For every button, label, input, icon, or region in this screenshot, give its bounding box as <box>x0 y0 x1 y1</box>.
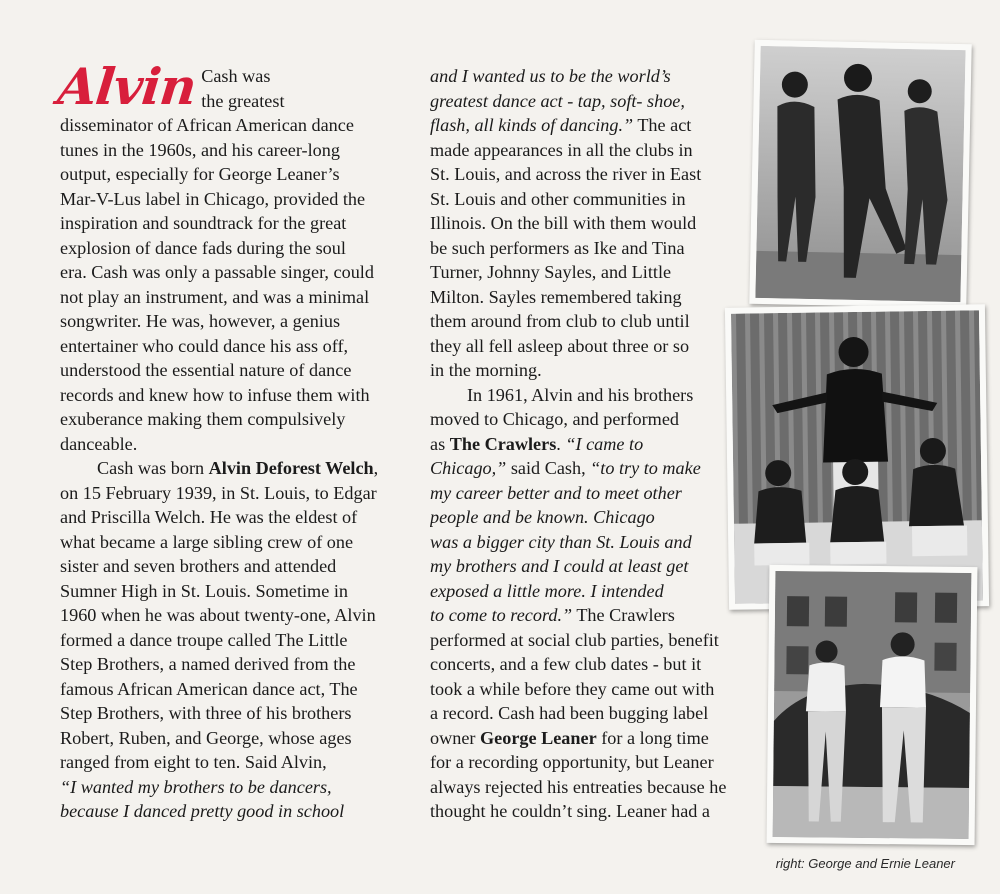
text-run: made appearances in all the clubs in <box>430 139 693 160</box>
text-line <box>60 652 400 677</box>
text-run: ranged from eight to ten. Said Alvin, <box>60 752 327 772</box>
text-run: records and knew how to infuse them with <box>60 384 370 405</box>
text-run: formed a dance troupe called The Little <box>60 629 348 650</box>
text-line <box>430 652 760 677</box>
text-line <box>430 456 760 481</box>
text-line <box>430 309 760 334</box>
text-line <box>60 236 400 261</box>
text-line <box>60 432 400 457</box>
text-line <box>60 113 400 138</box>
text-line <box>430 750 760 775</box>
text-run: and Priscilla Welch. He was the eldest of <box>60 507 358 527</box>
text-run: owner <box>430 727 480 748</box>
text-line <box>430 236 760 261</box>
text-run: understood the essential nature of dance <box>60 360 352 380</box>
text-line <box>430 211 760 236</box>
text-run: Turner, Johnny Sayles, and Little <box>430 262 672 282</box>
column-lines <box>430 64 760 824</box>
text-run: always rejected his entreaties because he <box>430 776 727 797</box>
dropcap-alvin: Alvin <box>55 57 199 116</box>
quote-text: was a bigger city than St. Louis and <box>430 531 692 552</box>
quote-text: exposed a little more. I intended <box>430 580 664 601</box>
text-line <box>60 138 400 163</box>
text-line <box>430 701 760 726</box>
text-line <box>430 579 760 604</box>
text-run: Step Brothers, a named derived from the <box>60 654 356 674</box>
photo-step-brothers <box>749 40 971 308</box>
text-line <box>430 505 760 530</box>
text-run: them around from club to club until <box>430 311 690 331</box>
quote-text: greatest dance act - tap, soft- shoe, <box>430 90 685 111</box>
text-run: Robert, Ruben, and George, whose ages <box>60 727 352 748</box>
text-run: Mar-V-Lus label in Chicago, provided the <box>60 188 366 209</box>
text-line <box>430 603 760 628</box>
quote-text: and I wanted us to be the world’s <box>430 66 671 86</box>
text-line <box>430 138 760 163</box>
text-run: performed at social club parties, benefit <box>430 629 719 650</box>
text-line <box>60 481 400 506</box>
text-line <box>60 579 400 604</box>
text-run: disseminator of African American dance <box>60 115 354 135</box>
text-line <box>430 677 760 702</box>
quote-text: because I danced pretty good in school <box>60 801 345 821</box>
text-line <box>430 383 760 408</box>
text-run: era. Cash was only a passable singer, could <box>60 262 374 282</box>
text-line <box>60 456 400 481</box>
text-line <box>60 309 400 334</box>
text-line <box>430 89 760 114</box>
quote-text: “I came to <box>565 433 644 454</box>
quote-text: “to try to make <box>590 458 701 478</box>
text-run: be such performers as Ike and Tina <box>430 237 685 258</box>
text-line <box>60 799 400 824</box>
text-run: thought he couldn’t sing. Leaner had a <box>430 801 710 821</box>
text-run: The Crawlers <box>572 605 675 625</box>
text-line <box>60 603 400 628</box>
text-run: explosion of dance fads during the soul <box>60 237 346 258</box>
bold-name: George Leaner <box>480 727 597 748</box>
quote-text: to come to record.” <box>430 605 573 625</box>
text-line <box>430 358 760 383</box>
text-run: St. Louis, and across the river in East <box>430 164 702 184</box>
bold-name: Alvin Deforest Welch <box>208 458 374 478</box>
quote-text: people and be known. Chicago <box>430 507 655 527</box>
text-run: said Cash, <box>506 458 591 478</box>
text-run: concerts, and a few club dates - but it <box>430 654 702 674</box>
photo-image <box>755 46 965 302</box>
text-line <box>60 701 400 726</box>
text-run: tunes in the 1960s, and his career-long <box>60 139 340 160</box>
text-run: Cash was born <box>97 458 209 478</box>
text-run: what became a large sibling crew of one <box>60 531 354 552</box>
dropcap-block <box>55 57 400 116</box>
quote-text: my brothers and I could at least get <box>430 556 689 576</box>
text-run: songwriter. He was, however, a genius <box>60 311 341 331</box>
text-line <box>60 628 400 653</box>
text-line <box>430 726 760 751</box>
text-line <box>430 285 760 310</box>
text-line <box>430 113 760 138</box>
article-column-right <box>430 64 760 824</box>
text-line <box>430 799 760 824</box>
text-line <box>430 187 760 212</box>
text-run: Step Brothers, with three of his brothers <box>60 703 352 723</box>
article-column-left <box>55 57 400 824</box>
text-line <box>60 677 400 702</box>
text-line: the greatest <box>201 90 285 111</box>
text-run: danceable. <box>60 433 138 454</box>
photo-caption: right: George and Ernie Leaner <box>775 856 955 871</box>
photo-george-ernie-leaner <box>767 565 978 845</box>
text-run: The act <box>633 115 692 135</box>
text-line <box>60 554 400 579</box>
text-run: Sumner High in St. Louis. Sometime in <box>60 580 348 601</box>
text-line <box>60 530 400 555</box>
text-line <box>430 407 760 432</box>
text-run: they all fell asleep about three or so <box>430 335 690 356</box>
text-run: Milton. Sayles remembered taking <box>430 286 682 307</box>
text-line <box>430 260 760 285</box>
text-line <box>430 775 760 800</box>
text-run: entertainer who could dance his ass off, <box>60 335 349 356</box>
column-lines <box>60 113 400 824</box>
text-line <box>60 775 400 800</box>
quote-text: flash, all kinds of dancing.” <box>430 115 634 135</box>
text-run: sister and seven brothers and attended <box>60 556 337 576</box>
text-run: inspiration and soundtrack for the great <box>60 213 347 233</box>
text-run: as <box>430 433 450 454</box>
text-line <box>60 187 400 212</box>
text-line <box>60 162 400 187</box>
text-line <box>430 334 760 359</box>
text-run: on 15 February 1939, in St. Louis, to Edgar <box>60 482 377 503</box>
text-line <box>60 726 400 751</box>
photo-image <box>773 571 972 839</box>
text-line <box>60 260 400 285</box>
text-line <box>60 383 400 408</box>
text-line <box>60 358 400 383</box>
text-line <box>60 211 400 236</box>
text-line <box>430 162 760 187</box>
text-run: in the morning. <box>430 360 542 380</box>
quote-text: my career better and to meet other <box>430 482 682 503</box>
text-run: 1960 when he was about twenty-one, Alvin <box>60 605 376 625</box>
text-run: not play an instrument, and was a minimal <box>60 286 370 307</box>
text-line <box>430 628 760 653</box>
text-run: took a while before they came out with <box>430 678 715 699</box>
text-run: a record. Cash had been bugging label <box>430 703 709 723</box>
text-line <box>60 285 400 310</box>
photo-crawlers <box>725 304 989 610</box>
text-line <box>430 64 760 89</box>
text-run: output, especially for George Leaner’s <box>60 164 340 184</box>
quote-text: Chicago,” <box>430 458 507 478</box>
text-run: famous African American dance act, The <box>60 678 358 699</box>
text-run: for a recording opportunity, but Leaner <box>430 752 714 772</box>
text-run: St. Louis and other communities in <box>430 188 686 209</box>
text-line <box>430 481 760 506</box>
text-run: In 1961, Alvin and his brothers <box>467 384 694 405</box>
text-line <box>60 505 400 530</box>
text-run: for a long time <box>596 727 709 748</box>
photo-image <box>731 310 983 603</box>
text-run: Illinois. On the bill with them would <box>430 213 697 233</box>
text-line <box>60 407 400 432</box>
text-line <box>430 554 760 579</box>
text-run: exuberance making them compulsively <box>60 409 346 429</box>
text-line <box>430 432 760 457</box>
bold-name: The Crawlers <box>449 433 557 454</box>
text-run: moved to Chicago, and performed <box>430 409 679 429</box>
text-line <box>60 334 400 359</box>
text-run: , <box>373 458 379 478</box>
text-run: . <box>556 433 566 454</box>
text-line: Cash was <box>201 66 271 86</box>
quote-text: “I wanted my brothers to be dancers, <box>60 776 332 797</box>
text-line <box>430 530 760 555</box>
text-line <box>60 750 400 775</box>
